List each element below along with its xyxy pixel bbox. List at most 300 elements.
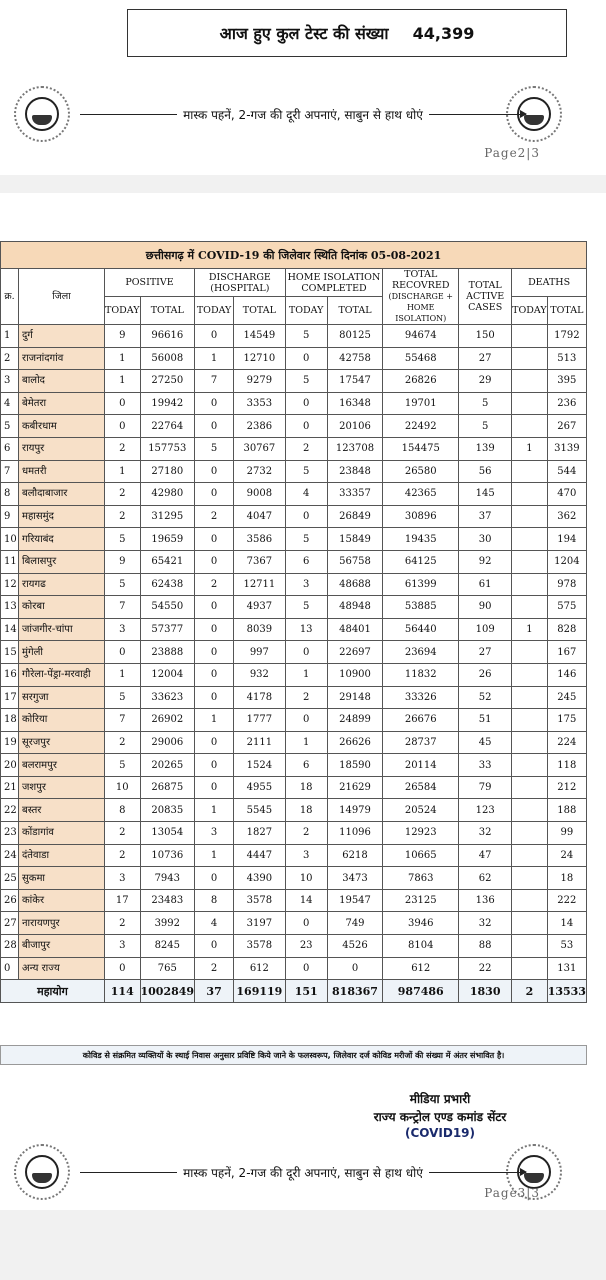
row-sn: 16 (1, 663, 19, 686)
row-value: 0 (195, 686, 234, 709)
row-value: 157753 (140, 437, 195, 460)
row-value: 48401 (327, 618, 383, 641)
row-value: 612 (383, 957, 459, 980)
row-value: 32 (459, 822, 512, 845)
row-value: 8 (195, 889, 234, 912)
row-value: 1 (512, 618, 548, 641)
row-value: 26826 (383, 370, 459, 393)
header-positive: POSITIVE (105, 269, 195, 297)
table-row (1, 550, 587, 573)
table-row (1, 889, 587, 912)
row-district: नारायणपुर (19, 912, 105, 935)
header-total: TOTAL (140, 297, 195, 325)
table-row (1, 709, 587, 732)
table-row (1, 844, 587, 867)
table-row (1, 573, 587, 596)
row-value: 9 (105, 325, 141, 348)
row-value: 575 (547, 596, 586, 619)
row-value: 4447 (234, 844, 286, 867)
row-district: धमतरी (19, 460, 105, 483)
row-value: 3 (195, 822, 234, 845)
row-value: 10665 (383, 844, 459, 867)
row-value (512, 776, 548, 799)
table-row (1, 618, 587, 641)
row-value: 267 (547, 415, 586, 438)
row-value: 222 (547, 889, 586, 912)
signature-line1: मीडिया प्रभारी (409, 1092, 471, 1106)
row-value: 64125 (383, 550, 459, 573)
table-row (1, 754, 587, 777)
row-value (512, 844, 548, 867)
row-value: 33357 (327, 483, 383, 506)
row-value: 56 (459, 460, 512, 483)
row-value: 14 (547, 912, 586, 935)
row-value: 7 (195, 370, 234, 393)
row-value: 4 (195, 912, 234, 935)
total-value: 169119 (234, 980, 286, 1003)
row-value: 51 (459, 709, 512, 732)
row-value: 26676 (383, 709, 459, 732)
row-sn: 10 (1, 528, 19, 551)
row-value: 0 (195, 663, 234, 686)
row-value (512, 325, 548, 348)
row-district: दुर्ग (19, 325, 105, 348)
tests-count-box (127, 9, 567, 57)
row-value (512, 754, 548, 777)
row-value: 0 (285, 912, 327, 935)
row-value (512, 505, 548, 528)
row-value: 212 (547, 776, 586, 799)
row-value: 1777 (234, 709, 286, 732)
table-row (1, 347, 587, 370)
row-value: 33 (459, 754, 512, 777)
row-value: 3946 (383, 912, 459, 935)
row-sn: 27 (1, 912, 19, 935)
row-value (512, 370, 548, 393)
row-value: 5 (105, 686, 141, 709)
header-total-recovered: TOTAL RECOVRED (DISCHARGE + HOME ISOLATION) (383, 269, 459, 325)
row-value: 0 (105, 957, 141, 980)
row-value: 23483 (140, 889, 195, 912)
row-district: गौरेला-पेंड्रा-मरवाही (19, 663, 105, 686)
row-value: 2 (195, 957, 234, 980)
row-value: 32 (459, 912, 512, 935)
row-value: 513 (547, 347, 586, 370)
row-value: 12923 (383, 822, 459, 845)
row-value: 0 (285, 957, 327, 980)
row-value: 236 (547, 392, 586, 415)
row-value: 145 (459, 483, 512, 506)
row-value: 26 (459, 663, 512, 686)
table-row (1, 528, 587, 551)
row-value: 0 (195, 550, 234, 573)
row-value: 2 (105, 505, 141, 528)
row-value: 4937 (234, 596, 286, 619)
row-value: 749 (327, 912, 383, 935)
table-row (1, 460, 587, 483)
row-sn: 5 (1, 415, 19, 438)
row-value: 0 (195, 754, 234, 777)
row-value: 56440 (383, 618, 459, 641)
row-value: 65421 (140, 550, 195, 573)
page-number: Page3|3 (484, 1186, 540, 1200)
row-value: 4390 (234, 867, 286, 890)
row-sn: 14 (1, 618, 19, 641)
row-value: 27 (459, 641, 512, 664)
row-value: 29 (459, 370, 512, 393)
row-value: 23848 (327, 460, 383, 483)
row-value: 52 (459, 686, 512, 709)
row-value: 1 (285, 663, 327, 686)
row-value (512, 957, 548, 980)
row-value: 19659 (140, 528, 195, 551)
row-value: 0 (105, 415, 141, 438)
row-value: 29006 (140, 731, 195, 754)
row-district: जशपुर (19, 776, 105, 799)
row-value: 2 (285, 437, 327, 460)
table-row (1, 663, 587, 686)
row-sn: 8 (1, 483, 19, 506)
row-value: 42758 (327, 347, 383, 370)
row-value (512, 686, 548, 709)
row-value: 175 (547, 709, 586, 732)
row-district: सूरजपुर (19, 731, 105, 754)
row-value: 123 (459, 799, 512, 822)
row-sn: 0 (1, 957, 19, 980)
row-district: रायगढ (19, 573, 105, 596)
row-value: 2 (105, 844, 141, 867)
row-value: 42365 (383, 483, 459, 506)
row-value (512, 460, 548, 483)
table-row (1, 957, 587, 980)
row-value: 2 (285, 822, 327, 845)
row-sn: 15 (1, 641, 19, 664)
row-value (512, 731, 548, 754)
row-district: जांजगीर-चांपा (19, 618, 105, 641)
row-district: कोरबा (19, 596, 105, 619)
row-value: 2 (105, 437, 141, 460)
row-value: 6 (285, 550, 327, 573)
row-value: 5 (195, 437, 234, 460)
row-value: 544 (547, 460, 586, 483)
row-sn: 17 (1, 686, 19, 709)
row-value: 19547 (327, 889, 383, 912)
row-value: 96616 (140, 325, 195, 348)
row-sn: 11 (1, 550, 19, 573)
row-value: 3992 (140, 912, 195, 935)
header-total: TOTAL (234, 297, 286, 325)
row-value: 245 (547, 686, 586, 709)
row-district: महासमुंद (19, 505, 105, 528)
row-value: 20114 (383, 754, 459, 777)
table-row (1, 776, 587, 799)
row-district: बस्तर (19, 799, 105, 822)
total-value: 987486 (383, 980, 459, 1003)
row-district: सुकमा (19, 867, 105, 890)
row-district: मुंगेली (19, 641, 105, 664)
row-value: 23125 (383, 889, 459, 912)
page-3-footer (0, 1070, 606, 1280)
row-value: 154475 (383, 437, 459, 460)
header-today: TODAY (285, 297, 327, 325)
row-value: 26849 (327, 505, 383, 528)
row-value: 33623 (140, 686, 195, 709)
row-value: 1204 (547, 550, 586, 573)
row-sn: 28 (1, 935, 19, 958)
footnote: कोविड से संक्रमित व्यक्तियों के स्थाई निवास अनुसार प्रविष्टि किये जाने के फलस्वरूप, जिलेवार दर्ज कोविड मरीजों की संख्या में अंतर संभावित है। (0, 1045, 587, 1065)
row-value: 2386 (234, 415, 286, 438)
row-sn: 3 (1, 370, 19, 393)
row-value (512, 663, 548, 686)
row-value: 79 (459, 776, 512, 799)
row-value: 26875 (140, 776, 195, 799)
header-district: जिला (19, 269, 105, 325)
row-value: 7 (105, 596, 141, 619)
row-value: 3578 (234, 889, 286, 912)
row-value: 470 (547, 483, 586, 506)
total-value: 818367 (327, 980, 383, 1003)
table-row (1, 437, 587, 460)
row-value: 14 (285, 889, 327, 912)
row-value: 31295 (140, 505, 195, 528)
row-value: 47 (459, 844, 512, 867)
row-value: 13 (285, 618, 327, 641)
row-value: 19701 (383, 392, 459, 415)
header-total: TOTAL (327, 297, 383, 325)
row-value: 3578 (234, 935, 286, 958)
row-value: 17547 (327, 370, 383, 393)
table-row (1, 325, 587, 348)
row-value: 9279 (234, 370, 286, 393)
row-value: 56008 (140, 347, 195, 370)
row-sn: 1 (1, 325, 19, 348)
row-value: 932 (234, 663, 286, 686)
header-total: TOTAL (547, 297, 586, 325)
row-value: 188 (547, 799, 586, 822)
row-value (512, 889, 548, 912)
row-value: 0 (195, 325, 234, 348)
row-value: 7367 (234, 550, 286, 573)
row-value: 24 (547, 844, 586, 867)
row-value: 21629 (327, 776, 383, 799)
row-value: 10 (105, 776, 141, 799)
row-sn: 25 (1, 867, 19, 890)
row-value: 62438 (140, 573, 195, 596)
row-value: 22764 (140, 415, 195, 438)
row-value: 146 (547, 663, 586, 686)
row-value: 12004 (140, 663, 195, 686)
row-district: बलौदाबाजार (19, 483, 105, 506)
header-deaths: DEATHS (512, 269, 587, 297)
row-value: 8 (105, 799, 141, 822)
row-value: 7943 (140, 867, 195, 890)
row-value: 6 (285, 754, 327, 777)
row-value: 0 (195, 596, 234, 619)
row-value: 5 (285, 460, 327, 483)
row-value: 4 (285, 483, 327, 506)
header-today: TODAY (512, 297, 548, 325)
row-value: 26626 (327, 731, 383, 754)
row-value: 0 (285, 347, 327, 370)
row-value: 22697 (327, 641, 383, 664)
mask-message: मास्क पहनें, 2-गज की दूरी अपनाएं, साबुन से हाथ धोएं (183, 108, 423, 122)
row-value: 1 (105, 460, 141, 483)
table-row (1, 822, 587, 845)
row-value: 23 (285, 935, 327, 958)
total-label: महायोग (1, 980, 105, 1003)
header-today: TODAY (105, 297, 141, 325)
row-sn: 21 (1, 776, 19, 799)
row-value: 53 (547, 935, 586, 958)
row-value: 28737 (383, 731, 459, 754)
row-value: 5 (459, 392, 512, 415)
table-row (1, 596, 587, 619)
row-value: 19942 (140, 392, 195, 415)
row-value: 5 (459, 415, 512, 438)
table-row (1, 731, 587, 754)
row-value: 765 (140, 957, 195, 980)
table-row (1, 912, 587, 935)
row-value: 3586 (234, 528, 286, 551)
row-district: कबीरधाम (19, 415, 105, 438)
row-district: कोरिया (19, 709, 105, 732)
mask-face-icon (14, 86, 70, 142)
row-value: 30767 (234, 437, 286, 460)
row-value: 1 (285, 731, 327, 754)
row-value (512, 799, 548, 822)
row-value: 13054 (140, 822, 195, 845)
row-value: 194 (547, 528, 586, 551)
row-value: 0 (195, 415, 234, 438)
row-value: 123708 (327, 437, 383, 460)
header-discharge: DISCHARGE (HOSPITAL) (195, 269, 286, 297)
row-district: बिलासपुर (19, 550, 105, 573)
row-value: 978 (547, 573, 586, 596)
row-sn: 23 (1, 822, 19, 845)
row-value: 3139 (547, 437, 586, 460)
row-value: 14979 (327, 799, 383, 822)
row-sn: 19 (1, 731, 19, 754)
row-sn: 26 (1, 889, 19, 912)
row-value: 1 (195, 844, 234, 867)
row-value (512, 483, 548, 506)
row-value: 45 (459, 731, 512, 754)
row-sn: 12 (1, 573, 19, 596)
row-value: 118 (547, 754, 586, 777)
row-value: 88 (459, 935, 512, 958)
row-value: 29148 (327, 686, 383, 709)
row-value: 54550 (140, 596, 195, 619)
row-value: 10900 (327, 663, 383, 686)
row-district: सरगुजा (19, 686, 105, 709)
row-value: 5 (285, 370, 327, 393)
row-value: 2 (105, 822, 141, 845)
row-sn: 9 (1, 505, 19, 528)
row-value: 4047 (234, 505, 286, 528)
row-value: 0 (195, 731, 234, 754)
row-value (512, 641, 548, 664)
row-value: 6218 (327, 844, 383, 867)
row-value: 22492 (383, 415, 459, 438)
table-row (1, 641, 587, 664)
row-value (512, 528, 548, 551)
mask-message: मास्क पहनें, 2-गज की दूरी अपनाएं, साबुन से हाथ धोएं (183, 1166, 423, 1180)
row-value: 5 (105, 528, 141, 551)
mask-face-icon (506, 86, 562, 142)
total-value: 1830 (459, 980, 512, 1003)
total-value: 2 (512, 980, 548, 1003)
header-today: TODAY (195, 297, 234, 325)
row-value: 224 (547, 731, 586, 754)
row-value: 2 (105, 731, 141, 754)
row-value: 12710 (234, 347, 286, 370)
header-sn: क्र. (1, 269, 19, 325)
row-district: बीजापुर (19, 935, 105, 958)
row-value: 0 (195, 867, 234, 890)
row-value: 150 (459, 325, 512, 348)
row-value: 27 (459, 347, 512, 370)
row-value: 1 (195, 709, 234, 732)
row-value: 27180 (140, 460, 195, 483)
row-value: 4526 (327, 935, 383, 958)
row-value: 1 (195, 799, 234, 822)
row-value (512, 935, 548, 958)
row-value (512, 392, 548, 415)
page-number: Page2|3 (484, 146, 540, 160)
district-covid-table (0, 241, 587, 1003)
row-value: 48688 (327, 573, 383, 596)
row-value: 1 (512, 437, 548, 460)
row-value: 5 (105, 754, 141, 777)
row-sn: 24 (1, 844, 19, 867)
row-value: 1524 (234, 754, 286, 777)
row-value: 11096 (327, 822, 383, 845)
row-district: रायपुर (19, 437, 105, 460)
row-value: 90 (459, 596, 512, 619)
row-value: 0 (285, 415, 327, 438)
row-value: 18 (547, 867, 586, 890)
row-value: 30 (459, 528, 512, 551)
row-sn: 4 (1, 392, 19, 415)
total-row (1, 980, 587, 1003)
table-row (1, 686, 587, 709)
row-value: 8245 (140, 935, 195, 958)
table-row (1, 415, 587, 438)
row-value: 62 (459, 867, 512, 890)
row-value: 5 (285, 596, 327, 619)
row-value: 33326 (383, 686, 459, 709)
row-value: 0 (195, 460, 234, 483)
row-value: 5 (105, 573, 141, 596)
row-district: बालोद (19, 370, 105, 393)
total-value: 13533 (547, 980, 586, 1003)
table-row (1, 505, 587, 528)
row-value: 3353 (234, 392, 286, 415)
total-value: 1002849 (140, 980, 195, 1003)
table-row (1, 392, 587, 415)
row-value: 2 (285, 686, 327, 709)
row-value: 3 (285, 573, 327, 596)
row-value: 94674 (383, 325, 459, 348)
row-value: 3473 (327, 867, 383, 890)
row-value: 0 (195, 776, 234, 799)
row-value: 0 (285, 505, 327, 528)
row-value: 92 (459, 550, 512, 573)
row-district: दंतेवाडा (19, 844, 105, 867)
row-value: 9 (105, 550, 141, 573)
row-value: 19435 (383, 528, 459, 551)
row-value: 53885 (383, 596, 459, 619)
